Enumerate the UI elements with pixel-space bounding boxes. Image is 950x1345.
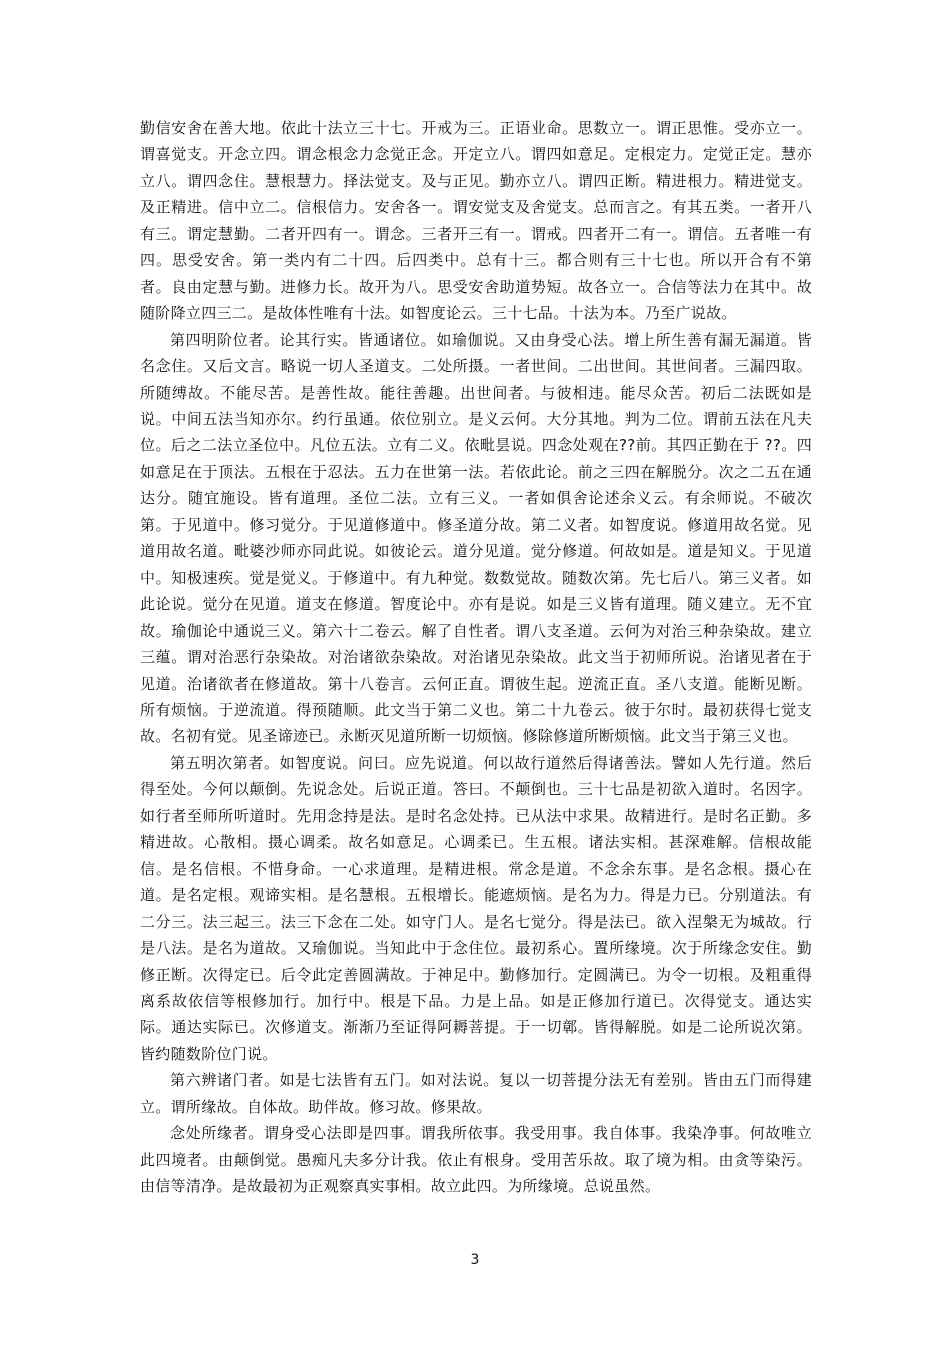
body-text: [140, 115, 812, 1200]
paragraph-sequence: 第五明次第者。如智度说。问曰。应先说道。何以故行道然后得诸善法。譬如人先行道。然后得至处。今何以颠倒。先说念处。后说正道。答曰。不颠倒也。三十七品是初欲入道时。名因字。如行者至师所听道时。先用念持是法。是时名念处持。已从法中求果。故精进行。是时名正勤。多精进故。心散相。摄心调柔。故名如意足。心调柔已。生五根。诸法实相。甚深难解。信根故能信。是名信根。不惜身命。一心求道理。是精进根。常念是道。不念余东事。是名念根。摄心在道。是名定根。观谛实相。是名慧根。五根增长。能遮烦恼。是名为力。得是力已。分别道法。有二分三。法三起三。法三下念在二处。如守门人。是名七觉分。得是法已。欲入涅槃无为城故。行是八法。是名为道故。又瑜伽说。当知此中于念住位。最初系心。置所缘境。次于所缘念安住。勤修正断。次得定已。后令此定善圆满故。于神足中。勤修加行。定圆满已。为令一切根。及粗重得离系故依信等根修加行。加行中。根是下品。力是上品。如是正修加行道已。次得觉支。通达实际。通达实际已。次修道支。渐渐乃至证得阿耨菩提。于一切鄣。皆得解脱。如是二论所说次第。皆约随数阶位门说。: [140, 753, 812, 1063]
paragraph-five-gates: 第六辨诸门者。如是七法皆有五门。如对法说。复以一切菩提分法无有差别。皆由五门而得建立。谓所缘故。自体故。助伴故。修习故。修果故。: [140, 1071, 812, 1116]
paragraph-continuation: 勤信安舍在善大地。依此十法立三十七。开戒为三。正语业命。思数立一。谓正思惟。受亦立一。谓喜觉支。开念立四。谓念根念力念觉正念。开定立八。谓四如意足。定根定力。定觉正定。慧亦立八。谓四念住。慧根慧力。择法觉支。及与正见。勤亦立八。谓四正断。精进根力。精进觉支。及正精进。信中立二。信根信力。安舍各一。谓安觉支及舍觉支。总而言之。有其五类。一者开八有三。谓定慧勤。二者开四有一。谓念。三者开三有一。谓戒。四者开二有一。谓信。五者唯一有四。思受安舍。第一类内有二十四。后四类中。总有十三。都合则有三十七也。所以开合有不第者。良由定慧与勤。进修力长。故开为八。思受安舍助道势短。故各立一。合信等法力在其中。故随阶降立四三二。是故体性唯有十法。如智度论云。三十七品。十法为本。乃至广说故。: [140, 119, 812, 323]
page-number: 3: [470, 1252, 480, 1268]
paragraph-mindfulness-objects: 念处所缘者。谓身受心法即是四事。谓我所依事。我受用事。我自体事。我染净事。何故唯立此四境者。由颠倒觉。愚痴凡夫多分计我。依止有根身。受用苦乐故。取了境为相。由贪等染污。由信等清净。是故最初为正观察真实事相。故立此四。为所缘境。总说虽然。: [140, 1124, 812, 1196]
paragraph-stage-positions: 第四明阶位者。论其行实。皆通诸位。如瑜伽说。又由身受心法。增上所生善有漏无漏道。皆名念住。又后文言。略说一切人圣道支。二处所摄。一者世间。二出世间。其世间者。三漏四取。所随缚故。不能尽苦。是善性故。能往善趣。出世间者。与彼相违。能尽众苦。初后二法既如是说。中间五法当知亦尔。约行虽通。依位别立。是义云何。大分其地。判为二位。谓前五法在凡夫位。后之二法立圣位中。凡位五法。立有二义。依毗昙说。四念处观在??前。其四正勤在于 ??。四如意足在于顶法。五根在于忍法。五力在世第一法。若依此论。前之三四在解脱分。次之二五在通达分。随宜施设。皆有道理。圣位二法。立有三义。一者如俱舍论述余义云。有余师说。不破次第。于见道中。修习觉分。于见道修道中。修圣道分故。第二义者。如智度说。修道用故名觉。见道用故名道。毗婆沙师亦同此说。如彼论云。道分见道。觉分修道。何故如是。道是知义。于见道中。知极速疾。觉是觉义。于修道中。有九种觉。数数觉故。随数次第。先七后八。第三义者。如此论说。觉分在见道。道支在修道。智度论中。亦有是说。如是三义皆有道理。随义建立。无不宜故。瑜伽论中通说三义。第六十二卷云。解了自性者。谓八支圣道。云何为对治三种杂染故。建立三蕴。谓对治恶行杂染故。对治诸欲杂染故。对治诸见杂染故。此文当于初师所说。治诸见者在于见道。治诸欲者在修道故。第十八卷言。云何正直。谓彼生起。逆流正直。圣八支道。能断见断。所有烦恼。于逆流道。得预随顺。此文当于第二义也。第二十九卷云。彼于尔时。最初获得七觉支故。名初有觉。见圣谛迹已。永断灭见道所断一切烦恼。修除修道所断烦恼。此文当于第三义也。: [140, 330, 812, 746]
